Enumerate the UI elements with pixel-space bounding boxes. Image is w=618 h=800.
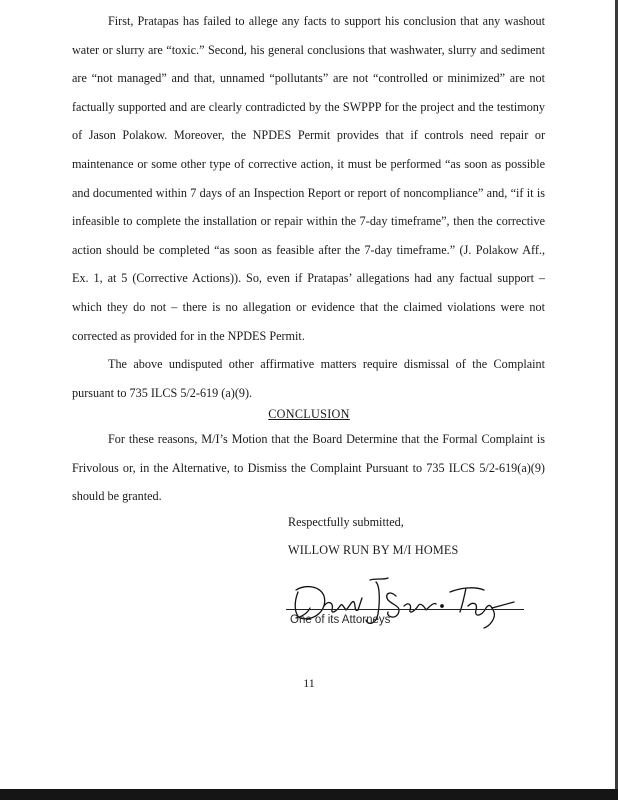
signature-caption: One of its Attorneys bbox=[290, 614, 391, 626]
conclusion-paragraph bbox=[72, 425, 545, 511]
closing-salutation: Respectfully submitted, bbox=[288, 515, 404, 529]
party-name: WILLOW RUN BY M/I HOMES bbox=[288, 543, 459, 557]
conclusion-heading: CONCLUSION bbox=[268, 407, 350, 421]
paragraph-text: The above undisputed other affirmative matters require dismissal of the Complaint pursuant to 735 ILCS 5/2-619 (a)(9). bbox=[72, 357, 545, 400]
page-number: 11 bbox=[303, 676, 315, 690]
signature-line bbox=[286, 609, 524, 610]
paragraph-text: First, Pratapas has failed to allege any facts to support his conclusion that any washout water or slurry are “toxic.” Second, his general conclusions that washwater, slurry and sediment are “not managed” and that, unnamed “pollutants” are not “controlled or minimized” are not factually supported and are clearly contradicted by the SWPPP for the project and the testimony of Jason Polakow. Moreover, the NPDES Permit provides that if controls need repair or maintenance or some other type of corrective action, it must be performed “as soon as possible and documented within 7 days of an Inspection Report or report of noncompliance” and, “if it is infeasible to complete the installation or repair within the 7-day timeframe”, then the corrective action should be completed “as soon as feasible after the 7-day timeframe.” (J. Polakow Aff., Ex. 1, at 5 (Corrective Actions)). So, even if Pratapas’ allegations had any factual support – which they do not – there is no allegation or evidence that the claimed violations were not corrected as provided for in the NPDES Permit. bbox=[72, 14, 545, 343]
argument-paragraph bbox=[72, 7, 545, 350]
scan-edge-bottom bbox=[0, 789, 618, 800]
paragraph-text: For these reasons, M/I’s Motion that the Board Determine that the Formal Complaint is Frivolous or, in the Alternative, to Dismiss the Complaint Pursuant to 735 ILCS 5/2-619(a)(9) should be granted. bbox=[72, 432, 545, 504]
affirmative-matters-paragraph bbox=[72, 350, 545, 407]
